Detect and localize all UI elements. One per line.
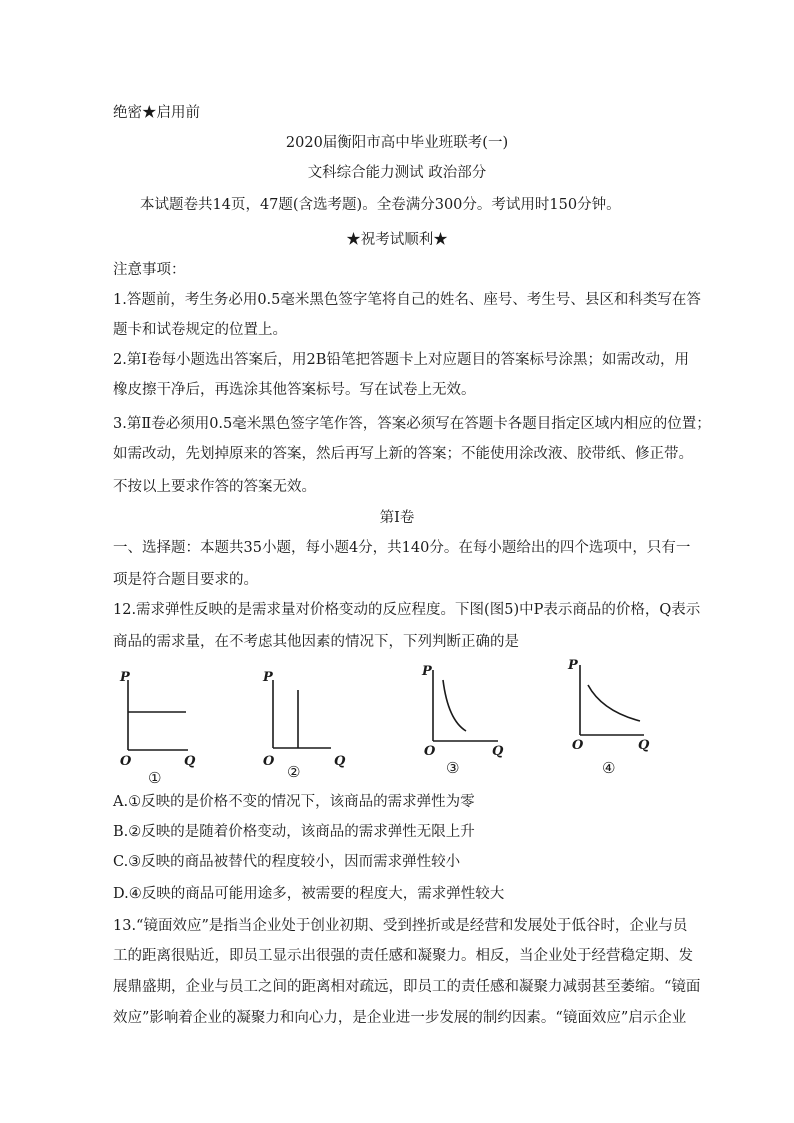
option-c: C.③反映的商品被替代的程度较小，因而需求弹性较小	[113, 854, 461, 870]
origin-label: O	[263, 754, 275, 769]
q-axis-label: Q	[638, 738, 650, 753]
question-13-line: 展鼎盛期，企业与员工之间的距离相对疏远，即员工的责任感和凝聚力减弱甚至萎缩。“镜面	[113, 979, 701, 995]
q-axis-label: Q	[492, 744, 504, 759]
q-axis-label: Q	[334, 754, 346, 769]
origin-label: O	[120, 754, 132, 769]
notes-heading: 注意事项：	[113, 262, 186, 278]
exam-info: 本试题卷共14页，47题(含选考题)。全卷满分300分。考试用时150分钟。	[140, 197, 621, 213]
question-12-stem: 12.需求弹性反映的是需求量对价格变动的反应程度。下图(图5)中P表示商品的价格，Q表示	[113, 602, 701, 618]
origin-label: O	[572, 738, 584, 753]
p-axis-label: P	[422, 664, 432, 679]
note-line: 橡皮擦干净后，再选涂其他答案标号。写在试卷上无效。	[113, 382, 476, 398]
demand-curve	[588, 685, 640, 721]
option-a: A.①反映的是价格不变的情况下，该商品的需求弹性为零	[113, 794, 475, 810]
figure-label: ③	[446, 759, 460, 777]
option-d: D.④反映的商品可能用途多，被需要的程度大，需求弹性较大	[113, 886, 505, 902]
section-instructions: 一、选择题：本题共35小题，每小题4分，共140分。在每小题给出的四个选项中，只有一	[113, 540, 691, 556]
question-13-line: 工的距离很贴近，即员工显示出很强的责任感和凝聚力。相反，当企业处于经营稳定期、发	[113, 948, 693, 964]
confidential-mark: 绝密★启用前	[113, 105, 200, 121]
demand-graph-4	[562, 655, 712, 785]
exam-title: 2020届衡阳市高中毕业班联考(一)	[285, 135, 509, 151]
figure-label: ④	[602, 759, 616, 777]
note-line: 2.第Ⅰ卷每小题选出答案后，用2B铅笔把答题卡上对应题目的答案标号涂黑；如需改动，用	[113, 352, 689, 368]
p-axis-label: P	[568, 658, 578, 673]
section-instructions: 项是符合题目要求的。	[113, 572, 258, 588]
demand-graph-3	[416, 655, 566, 785]
section-title: 第Ⅰ卷	[379, 510, 415, 526]
exam-subtitle: 文科综合能力测试 政治部分	[307, 165, 487, 181]
q-axis-label: Q	[184, 754, 196, 769]
demand-curve	[443, 680, 466, 731]
origin-label: O	[424, 744, 436, 759]
good-luck-line: ★祝考试顺利★	[346, 232, 448, 248]
demand-graph-1	[108, 655, 258, 785]
p-axis-label: P	[263, 670, 273, 685]
p-axis-label: P	[120, 670, 130, 685]
question-12-stem: 商品的需求量，在不考虑其他因素的情况下，下列判断正确的是	[113, 634, 519, 650]
note-line: 如需改动，先划掉原来的答案，然后再写上新的答案；不能使用涂改液、胶带纸、修正带。	[113, 446, 693, 462]
note-line: 3.第Ⅱ卷必须用0.5毫米黑色签字笔作答，答案必须写在答题卡各题目指定区域内相应的位置；	[113, 416, 711, 432]
demand-graph-2	[251, 655, 401, 785]
question-13-line: 效应”影响着企业的凝聚力和向心力，是企业进一步发展的制约因素。“镜面效应”启示企业	[113, 1010, 687, 1026]
question-13-line: 13.“镜面效应”是指当企业处于创业初期、受到挫折或是经营和发展处于低谷时，企业与员	[113, 918, 688, 934]
note-line: 不按以上要求作答的答案无效。	[113, 479, 316, 495]
option-b: B.②反映的是随着价格变动，该商品的需求弹性无限上升	[113, 824, 475, 840]
figure-label: ①	[148, 769, 162, 787]
note-line: 题卡和试卷规定的位置上。	[113, 322, 287, 338]
note-line: 1.答题前，考生务必用0.5毫米黑色签字笔将自己的姓名、座号、考生号、县区和科类写在答	[113, 292, 701, 308]
figure-label: ②	[287, 763, 301, 781]
